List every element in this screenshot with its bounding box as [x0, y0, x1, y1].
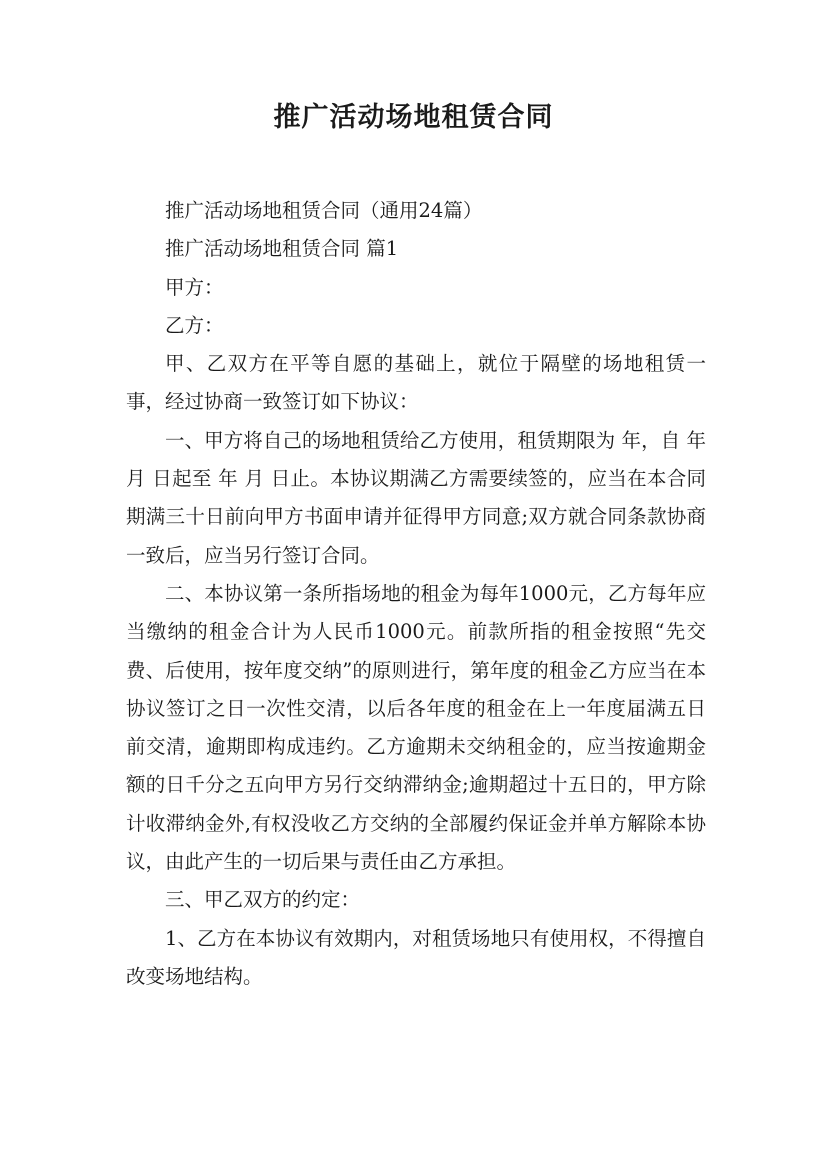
paragraph-party-b: 乙方：: [165, 313, 224, 337]
paragraph-clause-3-1: 1、乙方在本协议有效期内，对租赁场地只有使用权，不得擅自改变场地结构。: [126, 926, 706, 988]
paragraph-clause-2: 二、本协议第一条所指场地的租金为每年1000元，乙方每年应当缴纳的租金合计为人民币1000元。前款所指的租金按照“先交费、后使用，按年度交纳”的原则进行，第年度的租金乙方应当在本协议签订之日一次性交清，以后各年度的租金在上一年度届满五日前交清，逾期即构成违约。乙方逾期未交纳租金的，应当按逾期金额的日千分之五向甲方另行交纳滞纳金;逾期超过十五日的，甲方除计收滞纳金外,有权没收乙方交纳的全部履约保证金并单方解除本协议，由此产生的一切后果与责任由乙方承担。: [126, 581, 706, 874]
document-title: 推广活动场地租赁合同: [273, 102, 554, 133]
paragraph-clause-3-heading: 三、甲乙双方的约定：: [165, 888, 361, 912]
document-body: [126, 192, 706, 996]
paragraph-heading: 推广活动场地租赁合同 篇1: [165, 237, 399, 261]
paragraph-subtitle: 推广活动场地租赁合同（通用24篇）: [165, 199, 483, 222]
paragraph-intro: 甲、乙双方在平等自愿的基础上，就位于隔壁的场地租赁一事，经过协商一致签订如下协议：: [126, 352, 706, 414]
paragraph-clause-1: 一、甲方将自己的场地租赁给乙方使用，租赁期限为 年，自 年 月 日起至 年 月 日止。本协议期满乙方需要续签的，应当在本合同期满三十日前向甲方书面申请并征得甲方同意;双方就合同条款协商一致后，应当另行签订合同。: [126, 428, 706, 567]
paragraph-party-a: 甲方：: [165, 275, 224, 299]
